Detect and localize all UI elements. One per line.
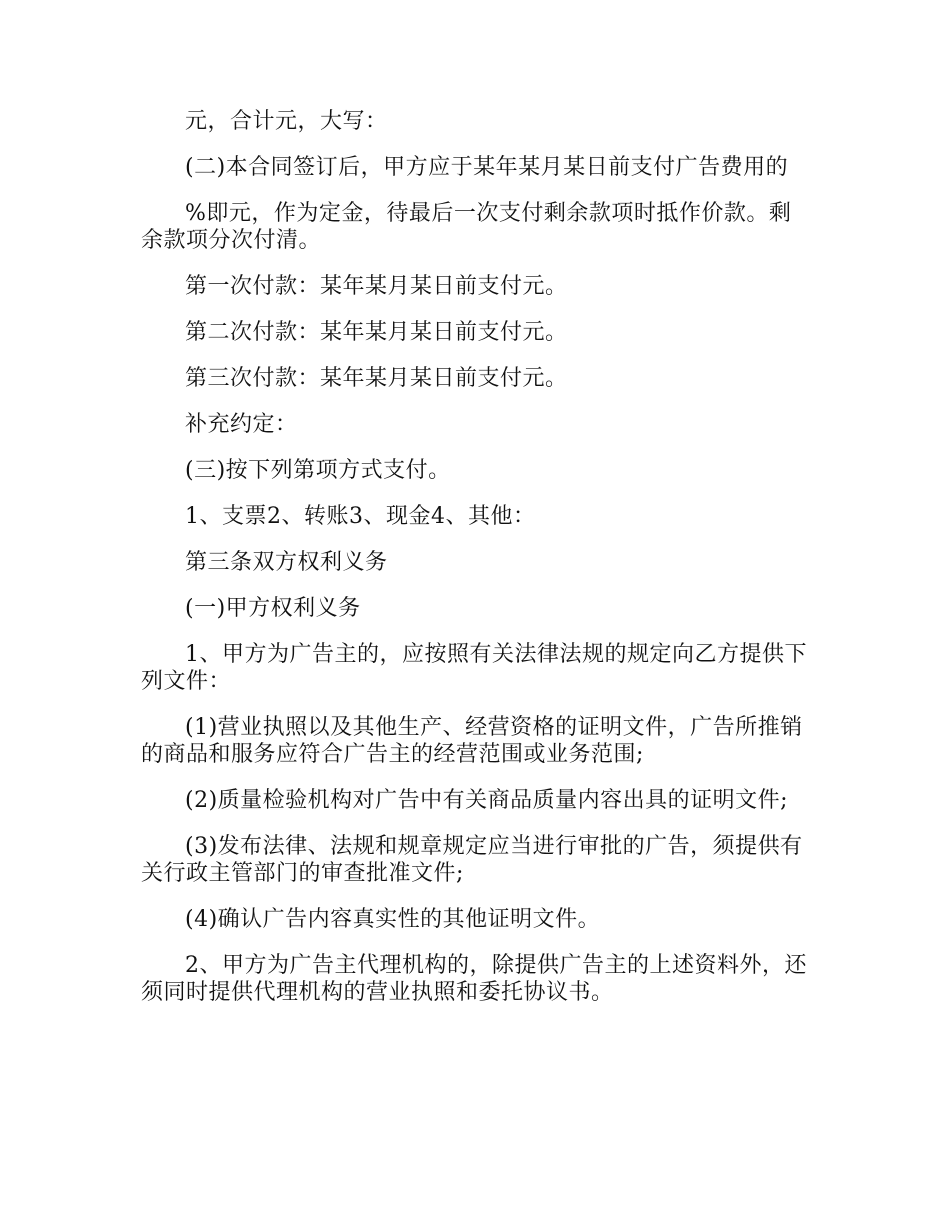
paragraph-deposit: %即元，作为定金，待最后一次支付剩余款项时抵作价款。剩余款项分次付清。 (141, 201, 792, 253)
section-heading-rights-obligations: 第三条双方权利义务 (185, 550, 388, 575)
paragraph-advertiser-documents: 1、甲方为广告主的，应按照有关法律法规的规定向乙方提供下列文件： (141, 642, 807, 694)
list-item-quality-inspection: (2)质量检验机构对广告中有关商品质量内容出具的证明文件; (185, 788, 789, 813)
paragraph-payment-deadline: (二)本合同签订后，甲方应于某年某月某日前支付广告费用的 (185, 155, 789, 180)
paragraph-payment-method: (三)按下列第项方式支付。 (185, 458, 451, 483)
paragraph-supplementary: 补充约定： (185, 412, 298, 437)
paragraph-agency-documents: 2、甲方为广告主代理机构的，除提供广告主的上述资料外，还须同时提供代理机构的营业执照和委托协议书。 (141, 953, 807, 1005)
paragraph-amount-total: 元，合计元，大写： (185, 109, 388, 134)
list-item-approval-documents: (3)发布法律、法规和规章规定应当进行审批的广告，须提供有关行政主管部门的审查批准文件; (141, 834, 803, 886)
list-item-authenticity-proof: (4)确认广告内容真实性的其他证明文件。 (185, 907, 601, 932)
subsection-heading-party-a: (一)甲方权利义务 (185, 596, 361, 621)
paragraph-payment-options: 1、支票2、转账3、现金4、其他： (185, 504, 536, 529)
document-body (141, 108, 811, 1025)
paragraph-first-payment: 第一次付款：某年某月某日前支付元。 (185, 274, 568, 299)
paragraph-second-payment: 第二次付款：某年某月某日前支付元。 (185, 320, 568, 345)
paragraph-third-payment: 第三次付款：某年某月某日前支付元。 (185, 366, 568, 391)
list-item-business-license: (1)营业执照以及其他生产、经营资格的证明文件，广告所推销的商品和服务应符合广告主的经营范围或业务范围; (141, 715, 803, 767)
